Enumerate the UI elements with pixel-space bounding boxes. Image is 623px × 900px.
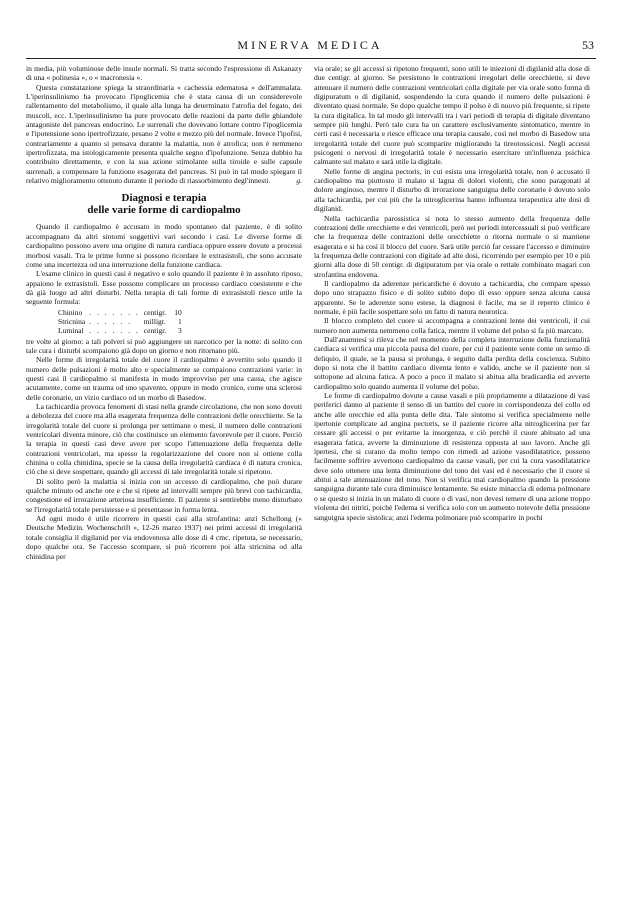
author-signature: g. xyxy=(296,176,302,186)
formula-unit: milligr. xyxy=(143,316,166,326)
paragraph: Quando il cardiopalmo è accusato in modo spontaneo dal paziente, è di solito accompagnato da altri sintomi soggettivi vari secondo i casi. Le diverse forme di cardiopalmo possono avere una origine di natura cardiaca oppure essere dovute a processi morbosi vasali. Tra le prime forme si possono ricordare le extrasistoli, che sono accusate come una incertezza od una interruzione della funzione cardiaca. xyxy=(26,222,302,269)
paragraph: tre volte al giorno: a tali polveri si può aggiungere un narcotico per la notte: di solito con tale cura i disturbi scompaiono già dopo un giorno e non ritornano più. xyxy=(26,336,302,355)
left-column xyxy=(26,64,302,561)
formula-drug: Chinino xyxy=(58,307,83,317)
paragraph: Questa constatazione spiega la straordinaria « cachessia edematosa » dell'ammalata. L'iperinsulinismo ha provocato l'ipoglicemia che è stata causa di un considerevole rallentamento del metabolismo, il quale alla lunga ha determinato l'atrofia del fegato, dei muscoli, ecc. L'iperinsulinismo ha pure provocato delle reazioni da parte delle ghiandole antagoniste del pancreas endocrino. Le surrenali che dovevano lottare contro l'ipoglicemia e l'ipotensione sono ipertrofizzate, pesano 2 volte e mezzo più del normale. Invece l'ipofisi, contrariamente a quanto si pensava durante la malattia, non è atrofica; non è nemmeno ipertrofizzata, ma istologicamente presenta qualche segno d'ipofunzione. Senza dubbio ha contribuito direttamente, e con la sua azione stimolante sulla tiroide e sulle capsule surrenali, a compensare la funzione esagerata del pancreas. Si può in tal modo spiegare il relativo miglioramento ottenuto durante il periodo di riassorbimento degl'innesti. xyxy=(26,82,302,186)
formula-dots: . . . . . . . xyxy=(89,307,140,317)
paragraph: Nella tachicardia parossistica si nota lo stesso aumento della frequenza delle contrazioni delle orecchiette e dei ventricoli, però nei periodi intercessuali si può verificare che la frequenza delle contrazioni delle orecchiette o ritorna normale o si mantiene esagerata e si ha così il blocco del cuore. Sarà utile perciò far cessare l'accesso e diminuire la frequenza delle contrazioni con digitale ad alte dosi, ricorrendo per esempio per 10 e più giorni alla dose di 50 centigr. di digipuratum per via orale o rettale combinato magari con strofantina endovena. xyxy=(314,213,590,279)
article-title-line-2: delle varie forme di cardiopalmo xyxy=(87,204,241,217)
article-title xyxy=(26,192,302,216)
paragraph: via orale; se gli accessi si ripetono frequenti, sono utili le iniezioni di digilanid alla dose di due centigr. al giorno. Se persistono le contrazioni irregolari delle orecchiette, si deve attenuare il numero delle contrazioni ventricolari colla digitale per via orale sotto forma di digipuratum o di digilanid, sospendendo la cura quando il numero delle pulsazioni è diventato quasi normale. Se dopo qualche tempo il polso è di nuovo più frequente, si ripete la cura digitalica. In tal modo gli intervalli tra i vari periodi di terapia di digitale diventano sempre più lunghi. Però tale cura ha un carattere esclusivamente sintomatico, mentre in certi casi è necessaria e riesce efficace una terapia causale, così nel morbo di Basedow una irregolarità totale del cuore può scomparire migliorando la tireotossicosi. Negli accessi psicogeni o nervosi di irregolarità totale è necessario esercitare un'influenza psichica calmante sul malato e sarà utile la digitale. xyxy=(314,64,590,167)
paragraph: Le forme di cardiopalmo dovute a cause vasali e più propriamente a dilatazione di vasi periferici danno al paziente il senso di un battito del cuore in corrispondenza del collo ed anche alle orecchie ed alla punta delle dita. Tale sintomo si verifica specialmente nelle ipertonie complicate ad angina pectoris, se il paziente ricorre alla nitroglicerina per far cessare gli accessi o per evitarne la insorgenza, e ciò perchè il cuore abituato ad una esagerata fatica, avverte la diminuzione di resistenza opposta al suo lavoro. Anche gli ipertesi, che si curano da molto tempo con rimedi ad azione vasodilatatrice, possono facilmente soffrire avvertono cardiopalmo da cause vasali, per cui la cura vasodilatatrice deve solo ottenere una lenta diminuzione del tono dei vasi ed è necessario che il cuore si abitui a tale attenuazione del tono. Non si verifica mai cardiopalmo quando la pressione sanguigna durante tale cura diminuisce lentamente. Se esiste minaccia di edema polmonare o se questo si inizia in un malato di cuore o di vasi, non devesi temere di una azione troppo violenta dei nitriti, poichè l'edema si verifica solo con un aumento notevole della pressione sanguigna specie sistolica; anzi l'edema polmonare può scomparire in pochi xyxy=(314,391,590,522)
paragraph: Dall'anamnesi si rileva che nel momento della completa interruzione della funzionalità cardiaca si verifica una piccola pausa del cuore, per cui il paziente sente come un senso di deliquio, il quale, se la pausa si prolunga, è seguito dalla perdita della coscienza. Subito dopo si nota che il battito cardiaco diventa lento e valido, anche se il paziente non si sottopone ad alcuna fatica. A poco a poco il malato si abitua alla bradicardia ed avverte cardiopalmo solo quando aumenta il volume del polso. xyxy=(314,334,590,391)
paragraph: Il cardiopalmo da aderenze pericardiche è dovuto a tachicardia, che compare spesso dopo uno strapazzo fisico e di solito subito dopo di esso oppure senza alcuna causa apparente. Se le aderenze sono estese, la diagnosi è facile, ma se il reperto clinico è normale, è più facile sospettare solo un fatto di natura neurotica. xyxy=(314,278,590,316)
page-number: 53 xyxy=(582,38,594,52)
right-column xyxy=(314,64,590,522)
formula-dots: . . . . . . xyxy=(89,316,133,326)
paragraph: Di solito però la malattia si inizia con un accesso di cardiopalmo, che può durare qualche minuto od anche ore e che si ripete ad intervalli sempre più brevi con tachicardia, congestione ed irrorazione arteriosa insufficiente. Il paziente si sentirebbe meno disturbato se l'irregolarità totale persistesse e si presentasse in forma lenta. xyxy=(26,476,302,514)
paragraph: Ad ogni modo è utile ricorrere in questi casi alla strofantina: anzi Schellong (« Deutsche Medizin. Wochenschrift », 12-26 marzo 1937) nei primi accessi di irregolarità totale consiglia il digilanid per via endovenosa alle dose di 4 cmc. ripetuta, se necessario, dopo qualche ora. Se l'accesso scompare, si può ricorrere poi alla stricnina od alla chinidina per xyxy=(26,514,302,561)
paragraph: Nelle forme di angina pectoris, in cui esista una irregolarità totale, non è accusato il cardiopalmo ma piuttosto il malato si lagna di dolori violenti, che sono paragonati al dolore anginoso, mentre il disturbo di irrorazione sanguigna delle coronarie è dovuto solo alla tachicardia, per cui più che la nitroglicerina hanno influenza terapeutica alte dosi di digilanid. xyxy=(314,166,590,214)
formula-row xyxy=(58,317,186,326)
paragraph: Il blocco completo del cuore si accompagna a contrazioni lente dei ventricoli, il cui numero non aumenta nemmeno colla fatica, mentre il volume del polso si fa più marcato. xyxy=(314,316,590,335)
formula-drug: Stricnina xyxy=(58,316,86,326)
formula-row xyxy=(58,326,186,335)
formula-row xyxy=(58,308,186,317)
formula-table xyxy=(58,308,186,336)
formula-dots: . . . . . . . xyxy=(89,326,140,336)
formula-amount: 1 xyxy=(177,316,182,326)
formula-drug: Luminal xyxy=(58,326,84,336)
paragraph: L'esame clinico in questi casi è negativo e solo quando il paziente è in assoluto riposo, appaiono le extrasistoli. Esse possono complicare un processo cardiaco coesistente e che dà già luogo ad altri disturbi. Nella terapia di tali forme di extrasistoli riesce utile la seguente formula: xyxy=(26,269,302,307)
formula-unit: centigr. xyxy=(143,307,167,317)
running-title: MINERVA MEDICA xyxy=(237,38,383,52)
formula-unit: centigr. xyxy=(143,326,167,336)
formula-amount: 3 xyxy=(177,326,182,336)
article-title-line-1: Diagnosi e terapia xyxy=(121,192,207,205)
formula-amount: 10 xyxy=(174,307,182,317)
header-rule xyxy=(26,58,596,59)
paragraph: in media, più voluminose delle insule normali. Si tratta secondo l'espressione di Askanazy di una « polinesia », o « macronesia ». xyxy=(26,64,302,83)
page-header xyxy=(26,38,594,56)
paragraph: Nelle forme di irregolarità totale del cuore il cardiopalmo è avvertito solo quando il numero delle pulsazioni è molto alto e specialmente se compaiono contrazioni varie: in questi casi il cardiopalmo si manifesta in modo improvviso per una causa, che agisce acutamente, come un trauma od uno spavento, oppure in modo cronico, come una sclerosi delle coronarie, un vizio cardiaco od un morbo di Basedow. xyxy=(26,355,302,402)
paragraph: La tachicardia provoca fenomeni di stasi nella grande circolazione, che non sono dovuti a debolezza del cuore ma alla esagerata frequenza delle contrazioni delle orecchiette. Se la irregolarità totale del cuore si prolunga per settimane o mesi, il numero delle contrazioni ventricolari diventa minore, ciò che costituisce un elemento favorevole per il cuore. Perciò la terapia in questi casi deve avere per scopo l'attenuazione della frequenza delle contrazioni ventricolari, ma spesso la regolarizzazione del cuore non si ottiene colla chinina o colla chinidina, specie se la causa della irregolarità cardiaca è di natura cronica, ciò che si deve sospettare, quando gli accessi di tale irregolarità totale si ripetono. xyxy=(26,402,302,477)
